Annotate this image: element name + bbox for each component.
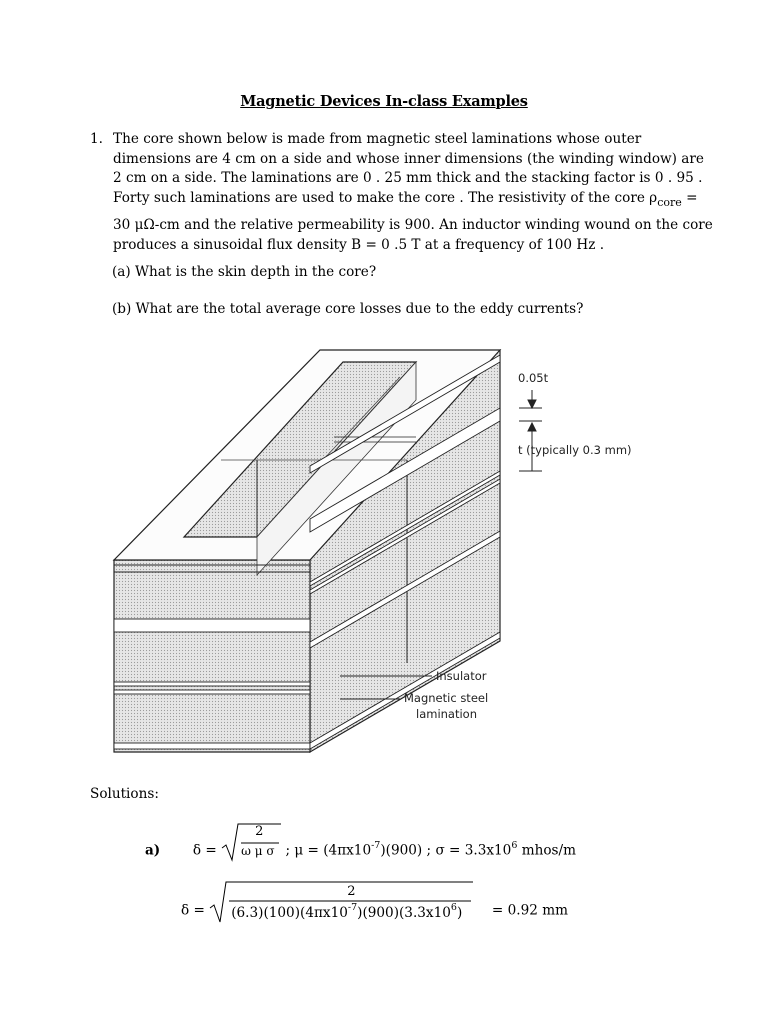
problem-line-2: dimensions are 4 cm on a side and whose inner dimensions (the winding window) are	[113, 150, 704, 167]
rho-subscript: core	[657, 195, 682, 209]
problem-statement	[113, 130, 713, 255]
problem-line-3: 2 cm on a side. The laminations are 0 . 25 mm thick and the stacking factor is 0 . 95 .	[113, 170, 703, 186]
sqrt-fraction-1	[221, 824, 281, 866]
fraction-numerator-1: 2	[255, 824, 264, 839]
problem-line-1: The core shown below is made from magnetic steel laminations whose outer	[113, 131, 642, 147]
delta-lhs-1: δ =	[192, 842, 217, 859]
delta-lhs-2: δ =	[181, 902, 205, 919]
mu-expr: ; μ = (4πx10	[285, 842, 372, 859]
laminated-core-figure	[100, 340, 660, 770]
mu-exponent: -7	[371, 839, 381, 851]
sigma-exponent: 6	[511, 839, 518, 851]
sigma-expr: )(900) ; σ = 3.3x10	[380, 842, 512, 859]
question-b: (b) What are the total average core losses due to the eddy currents?	[112, 301, 584, 317]
den-exponent-2: 6	[450, 902, 457, 913]
page-title: Magnetic Devices In-class Examples	[240, 93, 528, 110]
den-exponent-1: -7	[347, 902, 358, 913]
problem-number: 1.	[90, 131, 103, 147]
question-a: (a) What is the skin depth in the core?	[112, 264, 377, 280]
problem-line-6: produces a sinusoidal flux density B = 0 .5 T at a frequency of 100 Hz .	[113, 236, 605, 253]
sigma-units: mhos/m	[517, 842, 576, 859]
label-insulator: Insulator	[436, 669, 487, 683]
solutions-label: Solutions:	[90, 786, 159, 802]
rho-equals: =	[681, 189, 698, 206]
label-steel-line2: lamination	[416, 707, 478, 721]
problem-line-4-text: Forty such laminations are used to make the core . The resistivity of the core ρ	[113, 189, 658, 206]
label-lamination-thickness: t (typically 0.3 mm)	[518, 443, 632, 457]
den-part-b: )(900)(3.3x10	[357, 905, 451, 921]
den-part-a: (6.3)(100)(4πx10	[231, 905, 348, 921]
fraction-denominator-1: ω μ σ	[241, 844, 275, 858]
result-value: = 0.92 mm	[491, 902, 568, 919]
fraction-denominator-2	[231, 902, 463, 921]
label-insulator-thickness: 0.05t	[518, 371, 549, 385]
problem-line-5: 30 μΩ-cm and the relative permeability is 900. An inductor winding wound on the core	[113, 217, 713, 233]
problem-line-4	[113, 189, 698, 209]
equation-skin-depth-value	[181, 884, 568, 926]
den-part-c: )	[456, 905, 463, 921]
equation-skin-depth-formula	[145, 824, 576, 866]
sqrt-fraction-2	[209, 884, 471, 926]
part-a-label: a)	[145, 842, 161, 859]
fraction-numerator-2: 2	[347, 884, 356, 899]
label-steel-line1: Magnetic steel	[404, 691, 489, 705]
